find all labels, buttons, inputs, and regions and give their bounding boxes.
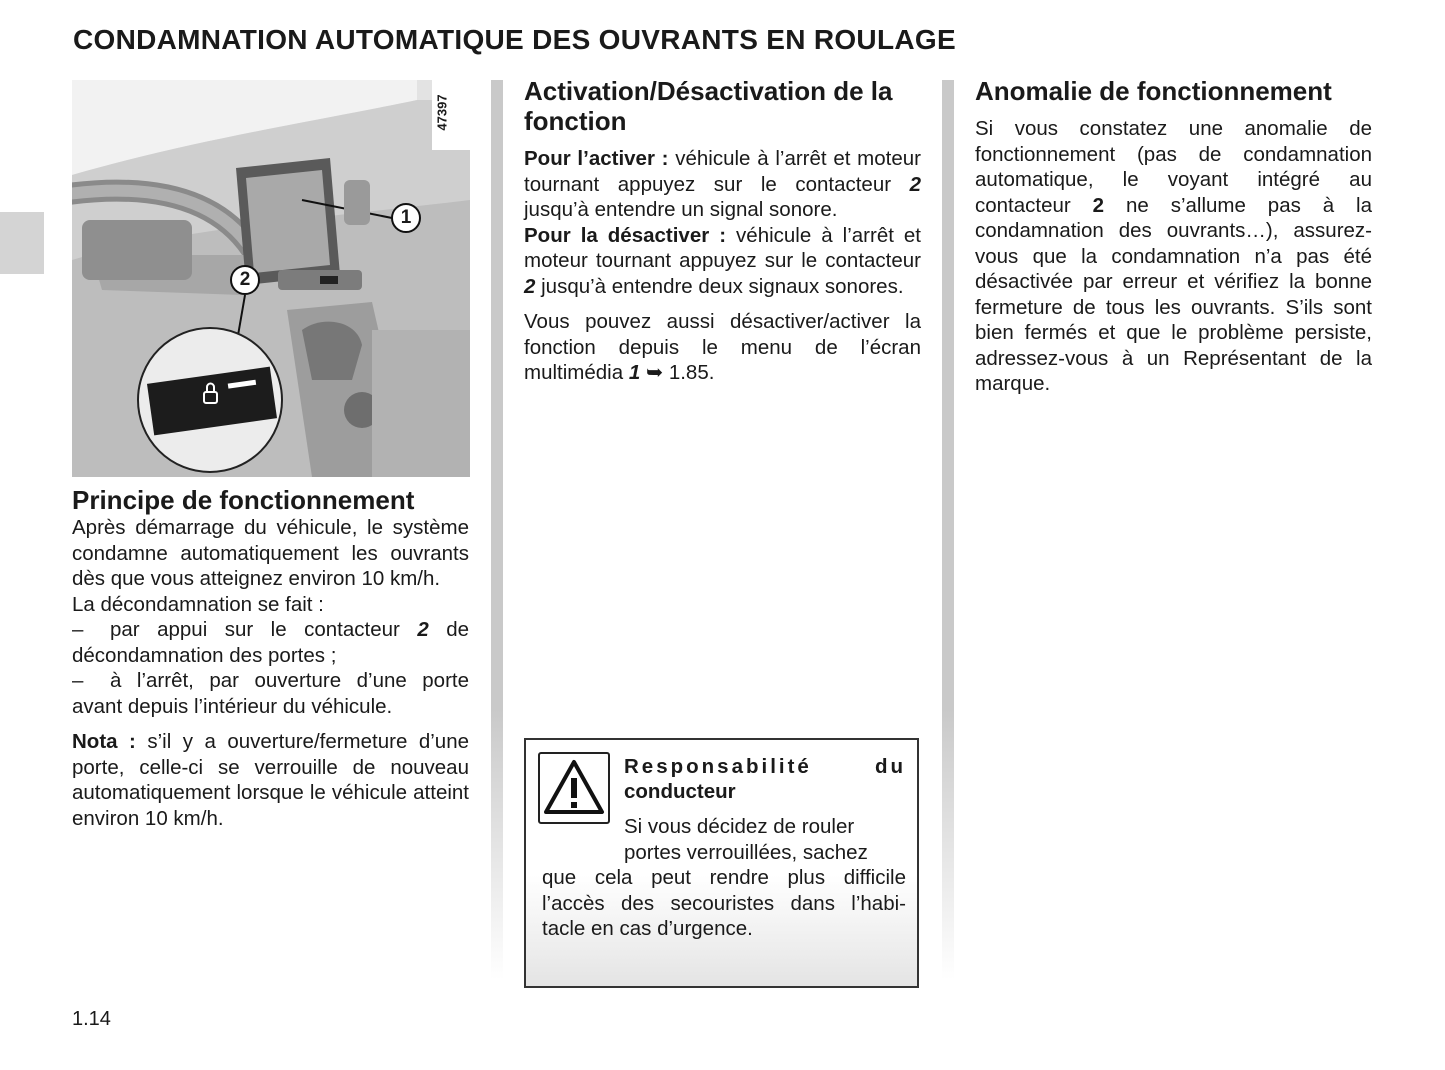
- list-dash: –: [72, 669, 84, 692]
- deactivate-paragraph: [524, 223, 921, 300]
- warning-line-1: Si vous décidez de rouler: [624, 815, 855, 838]
- page-reference-link[interactable]: 1.85.: [668, 361, 715, 384]
- deactivate-text-end: jusqu’à entendre deux signaux sonores.: [541, 274, 904, 298]
- menu-text: Vous pouvez aussi désactiver/activer la fonction depuis le menu de l’écran multimédia: [524, 310, 921, 384]
- page-title: CONDAMNATION AUTOMATIQUE DES OUVRANTS EN ROULAGE: [73, 24, 956, 55]
- anomalie-text-end: ne s’allume pas à la condamnation des ouvrants…), assurez-vous que la condamnation n’a pas été désactivée par erreur et vérifiez la bonne fermeture de tous les ouvrants. S’ils sont bien fermés et que le problème persiste, adressez-vous à un Représentant de la marque.: [975, 193, 1373, 395]
- list-item-1-text: par appui sur le contacteur: [110, 618, 400, 641]
- deactivate-label: Pour la désactiver :: [524, 223, 727, 247]
- page-number: 1.14: [72, 1008, 111, 1030]
- contact-number: 2: [1092, 193, 1105, 217]
- nota-label: Nota :: [72, 730, 136, 753]
- warning-text: [542, 814, 906, 942]
- column-1: [72, 485, 469, 831]
- activate-label: Pour l’activer :: [524, 147, 669, 170]
- list-item-1: [72, 617, 469, 668]
- figure-callout-2: 2: [239, 269, 251, 290]
- warning-title-line-2: conducteur: [624, 780, 736, 803]
- principe-paragraph: Après démarrage du véhicule, le système condamne automatiquement les ouvrants dès que vous atteignez environ 10 km/h.: [72, 516, 469, 590]
- list-item-2: [72, 668, 469, 719]
- activate-text: véhicule à l’arrêt et moteur tournant appuyez sur le contacteur: [524, 147, 921, 196]
- contact-number: 2: [524, 274, 536, 298]
- screen-number: 1: [628, 361, 641, 384]
- warning-box: [524, 738, 919, 988]
- list-item-1-text-end: de décondamnation des portes ;: [72, 618, 470, 667]
- list-item-2-text: à l’arrêt, par ouverture d’une porte avant depuis l’intérieur du véhicule.: [72, 669, 469, 718]
- column-separator-left: [491, 80, 503, 980]
- anomalie-text: Si vous constatez une anomalie de fonctionnement (pas de condamnation automatique, le voyant intégré au contacteur: [975, 117, 1372, 217]
- figure-reference-number: 47397: [434, 94, 450, 131]
- nota-text: s’il y a ouverture/fermeture d’une porte, celle-ci se verrouille de nouveau automatiquement lorsque le véhicule atteint environ 10 km/h.: [72, 730, 469, 830]
- section-heading-activation: Activation/Désactivation de la fonction: [524, 76, 893, 136]
- column-2: [524, 76, 921, 386]
- contact-number: 2: [417, 618, 429, 641]
- section-heading-principe: Principe de fonctionnement: [72, 485, 415, 515]
- deactivate-text: véhicule à l’arrêt et moteur tournant appuyez sur le contacteur: [524, 223, 922, 272]
- warning-title-word-1: Responsabilité: [624, 755, 812, 778]
- figure-callout-1: 1: [400, 207, 412, 228]
- activate-text-end: jusqu’à entendre un signal sonore.: [524, 198, 838, 221]
- section-tab-marker: [0, 212, 44, 274]
- warning-title: [624, 754, 906, 804]
- column-separator-right: [942, 80, 954, 980]
- decondamnation-intro: La décondamnation se fait :: [72, 592, 324, 616]
- anomalie-paragraph: [975, 116, 1372, 397]
- dashboard-illustration: [72, 80, 470, 477]
- menu-paragraph: [524, 309, 921, 386]
- warning-title-word-2: du: [874, 755, 906, 778]
- warning-line-rest: que cela peut rendre plus difficile l’accès des secouristes dans l’habi-tacle en cas d’urgence.: [542, 866, 906, 940]
- column-3: [975, 76, 1372, 397]
- page-ref-arrow-icon: ➥: [645, 361, 664, 384]
- section-heading-anomalie: Anomalie de fonctionnement: [975, 76, 1332, 106]
- contact-number: 2: [909, 172, 921, 196]
- list-dash: –: [72, 618, 84, 641]
- activate-paragraph: [524, 146, 921, 223]
- nota-paragraph: [72, 729, 469, 831]
- warning-line-2: portes verrouillées, sachez: [624, 840, 868, 864]
